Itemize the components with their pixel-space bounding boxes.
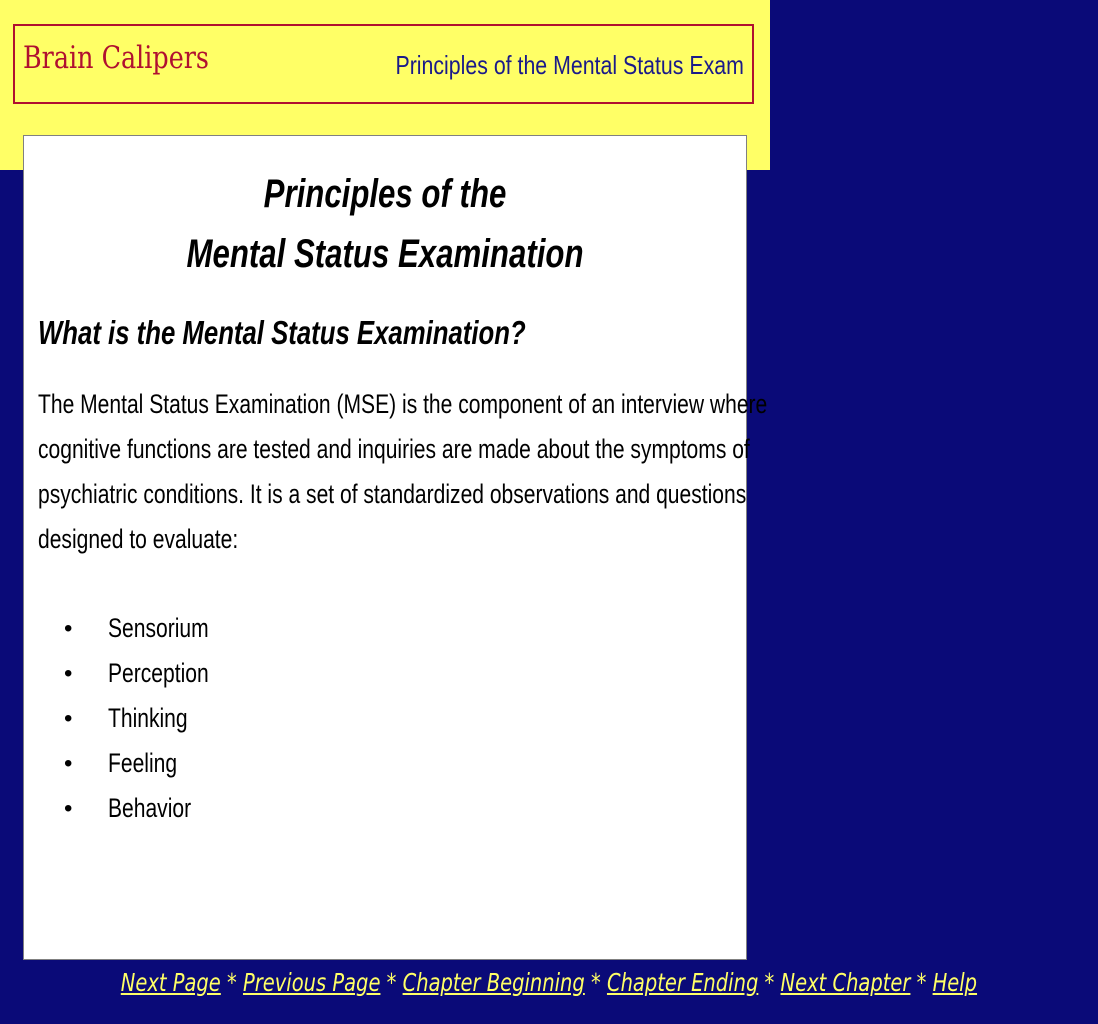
page-title [103, 164, 666, 284]
list-item-label: Behavior [108, 793, 192, 823]
footer-separator: * [220, 968, 243, 997]
bullet-icon: • [64, 659, 73, 687]
page-title-line-2: Mental Status Examination [186, 232, 584, 276]
footer-separator: * [910, 968, 933, 997]
footer-separator: * [758, 968, 781, 997]
list-item-label: Thinking [108, 703, 188, 733]
paragraph-line: cognitive functions are tested and inquiries are made about the symptoms of [38, 434, 750, 464]
help-link[interactable]: Help [932, 968, 978, 997]
header-title: Principles of the Mental Status Exam [395, 50, 744, 80]
section-heading: What is the Mental Status Examination? [38, 314, 526, 351]
list-item [64, 606, 237, 651]
list-item [64, 741, 237, 786]
list-item [64, 786, 237, 831]
content-panel [23, 135, 768, 960]
next-page-link[interactable]: Next Page [120, 968, 221, 997]
chapter-ending-link[interactable]: Chapter Ending [606, 968, 759, 997]
previous-page-link[interactable]: Previous Page [242, 968, 381, 997]
bullet-icon: • [64, 704, 73, 732]
list-item-label: Sensorium [108, 613, 209, 643]
list-item-label: Perception [108, 658, 209, 688]
next-chapter-link[interactable]: Next Chapter [780, 968, 911, 997]
list-item [64, 651, 237, 696]
bullet-icon: • [64, 794, 73, 822]
evaluation-list [64, 606, 237, 831]
header [13, 24, 754, 104]
intro-paragraph [38, 382, 768, 562]
list-item-label: Feeling [108, 748, 178, 778]
bullet-icon: • [64, 614, 73, 642]
bullet-icon: • [64, 749, 73, 777]
paragraph-line: psychiatric conditions. It is a set of standardized observations and questions [38, 479, 747, 509]
footer-separator: * [380, 968, 403, 997]
footer-nav [0, 968, 978, 997]
footer-separator: * [584, 968, 607, 997]
brand-logo: Brain Calipers [23, 40, 209, 76]
chapter-beginning-link[interactable]: Chapter Beginning [402, 968, 585, 997]
list-item [64, 696, 237, 741]
paragraph-line: designed to evaluate: [38, 524, 239, 554]
page-title-line-1: Principles of the [263, 172, 507, 216]
paragraph-line: The Mental Status Examination (MSE) is the component of an interview where [38, 389, 768, 419]
